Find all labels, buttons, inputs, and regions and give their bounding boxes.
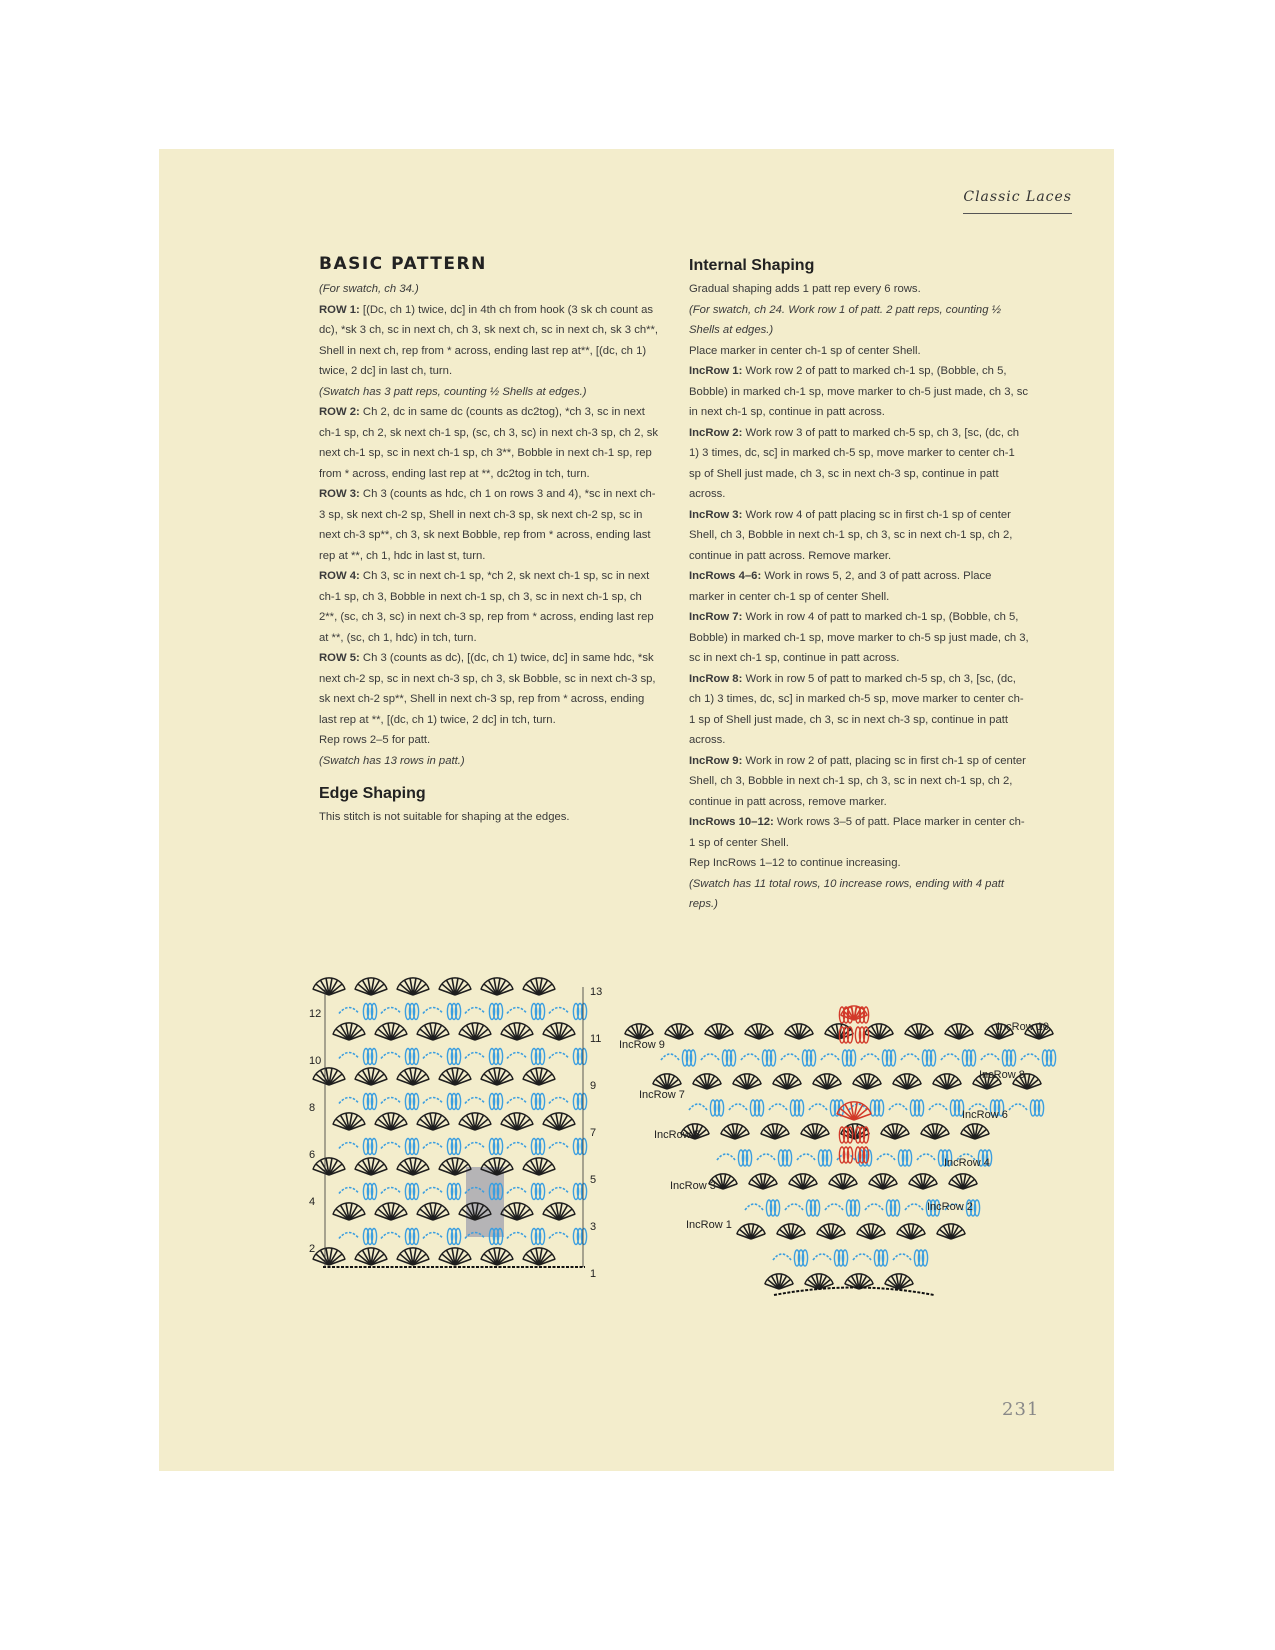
bobble-mark [834,1250,847,1266]
bobble-mark [405,1004,418,1020]
chain-mark [861,1054,879,1060]
shell-mark [921,1124,950,1139]
internal-row-text: Rep IncRows 1–12 to continue increasing. [689,857,901,869]
chain-mark [813,1254,831,1260]
chain-mark [549,1143,569,1149]
running-header: Classic Laces [963,189,1072,214]
bobble-mark [531,1229,544,1245]
shell-mark [881,1124,910,1139]
incrow-label: IncRow 7 [639,1089,685,1101]
chain-mark [661,1054,679,1060]
chain-mark [941,1054,959,1060]
incrow-label: IncRow 4 [944,1157,990,1169]
bobble-mark [363,1139,376,1155]
bobble-mark [794,1250,807,1266]
internal-row-label: IncRow 7: [689,611,743,623]
shell-mark [813,1074,842,1089]
chain-mark [797,1154,815,1160]
basic-row-text: (Swatch has 13 rows in patt.) [319,754,465,767]
internal-row-3 [689,566,1029,607]
page [159,149,1114,1471]
bobble-mark [806,1200,819,1216]
bobble-mark [573,1094,586,1110]
bobble-mark [447,1004,460,1020]
basic-row-text: Ch 3, sc in next ch-1 sp, *ch 2, sk next ch-1 sp, sc in next ch-1 sp, ch 3, Bobble in next ch-1 sp, ch 3, sc in next ch-1 sp, ch 2**, (sc, ch 3, sc) in next ch-3 sp, rep from * across, ending last rep at **, (sc, ch 1, hdc) in tch, turn. [319,570,654,644]
chain-mark [549,1188,569,1194]
chain-mark [769,1104,787,1110]
internal-row-label: IncRow 3: [689,508,743,521]
shell-mark [933,1074,962,1089]
basic-row-5 [319,648,659,730]
basic-row-6 [319,730,659,751]
shell-mark [523,978,555,995]
bobble-mark [1030,1100,1043,1116]
marker-note: Place marker in center ch-1 sp of center Shell. [689,344,921,357]
shell-mark [817,1224,846,1239]
bobble-mark [710,1100,723,1116]
swatch-note: (For swatch, ch 34.) [319,283,419,295]
row-number-label: 7 [590,1127,597,1139]
chain-mark [339,1233,359,1239]
chain-mark [741,1054,759,1060]
basic-row-label: ROW 4: [319,570,360,582]
bobble-mark [531,1139,544,1155]
incrow-label: IncRow 3 [670,1180,716,1192]
shell-mark [523,1068,555,1085]
internal-swatch-note: (For swatch, ch 24. Work row 1 of patt. 2 patt reps, counting ½ Shells at edges.) [689,303,1002,336]
shell-mark [397,978,429,995]
internal-rows [689,361,1029,915]
shell-mark [773,1074,802,1089]
basic-row-label: ROW 2: [319,406,360,418]
foundation-chain [774,1288,934,1296]
shell-mark [653,1074,682,1089]
chain-mark [507,1053,527,1059]
shell-mark [785,1024,814,1039]
shell-mark [749,1174,778,1189]
chain-mark [465,1008,485,1014]
chain-mark [865,1204,883,1210]
chain-mark [821,1054,839,1060]
shell-mark [733,1074,762,1089]
internal-intro: Gradual shaping adds 1 patt rep every 6 rows. [689,283,921,295]
shell-mark [355,1158,387,1175]
bobble-mark [790,1100,803,1116]
shell-mark [845,1274,874,1289]
incrow-label: IncRow 10 [997,1021,1049,1033]
shell-mark [869,1174,898,1189]
chain-mark [507,1098,527,1104]
bobble-mark [842,1050,855,1066]
internal-shaping-heading: Internal Shaping [689,257,815,274]
bobble-mark [489,1049,502,1065]
shell-mark [705,1024,734,1039]
shell-mark [801,1124,830,1139]
chain-mark [339,1008,359,1014]
shell-mark [761,1124,790,1139]
bobble-mark [573,1049,586,1065]
bobble-mark [898,1150,911,1166]
shell-mark [789,1174,818,1189]
bobble-mark [531,1094,544,1110]
shell-mark [543,1203,575,1220]
bobble-mark [531,1004,544,1020]
bobble-mark [405,1184,418,1200]
shell-mark [777,1224,806,1239]
bobble-mark [447,1229,460,1245]
chain-mark [339,1053,359,1059]
shell-mark [375,1113,407,1130]
basic-row-text: Ch 3 (counts as dc), [(dc, ch 1) twice, dc] in same hdc, *sk next ch-2 sp, sc in next ch-3 sp, ch 3, sk Bobble, sc in next ch-3 sp, sk next ch-2 sp**, Shell in next ch-3 sp, rep from * across, ending last rep at **, [(dc, ch 1) twice, 2 dc] in tch, turn. [319,652,656,726]
shell-mark [313,1068,345,1085]
chain-mark [423,1143,443,1149]
chain-mark [339,1143,359,1149]
shell-mark [481,978,513,995]
chain-mark [549,1233,569,1239]
internal-row-9 [689,874,1029,915]
chain-mark [423,1008,443,1014]
shell-mark [853,1074,882,1089]
bobble-mark [363,1229,376,1245]
bobble-mark [1042,1050,1055,1066]
shell-mark [897,1224,926,1239]
shell-mark [481,1068,513,1085]
bobble-mark [363,1184,376,1200]
bobble-mark [802,1050,815,1066]
incrow-label: IncRow 2 [927,1201,973,1213]
incrow-label: IncRow 1 [686,1219,732,1231]
chain-mark [853,1254,871,1260]
chain-mark [757,1154,775,1160]
bobble-mark [573,1004,586,1020]
bobble-mark [405,1139,418,1155]
internal-row-label: IncRow 9: [689,754,743,767]
internal-row-text: Work row 3 of patt to marked ch-5 sp, ch 3, [sc, (dc, ch 1) 3 times, dc, sc] in marked ch-5 sp, move marker to center ch-1 sp of Shell just made, ch 3, sc in next ch-3 sp, continue in patt across. [689,426,1020,500]
chain-mark [929,1104,947,1110]
chain-mark [381,1098,401,1104]
internal-row-1 [689,423,1029,505]
basic-row-text: Ch 2, dc in same dc (counts as dc2tog), *ch 3, sc in next ch-1 sp, ch 2, sk next ch-1 sp, (sc, ch 3, sc) in next ch-3 sp, ch 2, sk next ch-1 sp, sc in next ch-1 sp, ch 3**, Bobble in next ch-1 sp, rep from * across, ending last rep at **, dc2tog in tch, turn. [319,406,659,480]
basic-row-text: [(Dc, ch 1) twice, dc] in 4th ch from hook (3 sk ch count as dc), *sk 3 ch, sc in next ch, ch 3, sk next ch, sc in next ch, sk 3 ch**, Shell in next ch, rep from * across, ending last rep at**, [(dc, ch 1) twice, 2 dc] in last ch, turn. [319,303,659,377]
bobble-mark [447,1094,460,1110]
bobble-mark [573,1139,586,1155]
chain-mark [423,1233,443,1239]
row-number-label: 13 [590,986,603,998]
shell-mark [857,1224,886,1239]
internal-shaping-column [689,255,1029,915]
internal-row-text: Work in row 4 of patt to marked ch-1 sp, (Bobble, ch 5, Bobble) in marked ch-1 sp, move marker to ch-5 sp just made, ch 3, sc in next ch-1 sp, continue in patt across. [689,611,1029,664]
bobble-mark [766,1200,779,1216]
edge-shaping-heading: Edge Shaping [319,785,426,802]
row-number-label: 4 [309,1196,316,1208]
bobble-mark [447,1139,460,1155]
chain-mark [745,1204,763,1210]
basic-row-2 [319,402,659,484]
basic-rows [319,300,659,772]
page-number: 231 [1002,1399,1040,1420]
chain-mark [381,1143,401,1149]
internal-row-label: IncRows 10–12: [689,816,774,828]
shell-mark [439,978,471,995]
bobble-mark [874,1250,887,1266]
shell-mark [665,1024,694,1039]
basic-row-text: (Swatch has 3 patt reps, counting ½ Shells at edges.) [319,385,587,398]
shell-mark [949,1174,978,1189]
shell-mark [885,1274,914,1289]
shell-mark [745,1024,774,1039]
bobble-mark [778,1150,791,1166]
basic-row-4 [319,566,659,648]
bobble-mark [870,1100,883,1116]
shell-mark [313,1248,345,1265]
row-number-label: 12 [309,1008,322,1020]
chain-mark [465,1143,485,1149]
bobble-mark [447,1049,460,1065]
bobble-mark [750,1100,763,1116]
basic-row-1 [319,382,659,403]
bobble-mark [363,1049,376,1065]
bobble-mark [405,1094,418,1110]
chain-mark [465,1053,485,1059]
bobble-mark [531,1049,544,1065]
shell-mark [945,1024,974,1039]
chain-mark [981,1054,999,1060]
shell-mark [313,1158,345,1175]
bobble-mark [405,1049,418,1065]
row-number-label: 10 [309,1055,322,1067]
shell-mark [459,1113,491,1130]
internal-row-text: Work row 2 of patt to marked ch-1 sp, (Bobble, ch 5, Bobble) in marked ch-1 sp, move marker to ch-5 just made, ch 3, sc in next ch-1 sp, continue in patt across. [689,365,1029,418]
chain-mark [339,1188,359,1194]
shell-mark [721,1124,750,1139]
incrow-label: IncRow 5 [654,1129,700,1141]
bobble-mark [682,1050,695,1066]
chain-mark [773,1254,791,1260]
shell-mark [937,1224,966,1239]
shell-mark [523,1248,555,1265]
edge-shaping-text: This stitch is not suitable for shaping at the edges. [319,811,570,823]
chain-mark [917,1154,935,1160]
incrow-label: IncRow 9 [619,1039,665,1051]
bobble-mark [447,1184,460,1200]
chain-mark [507,1008,527,1014]
shell-mark [397,1068,429,1085]
chain-mark [889,1104,907,1110]
shell-mark [459,1023,491,1040]
row-number-label: 11 [590,1033,602,1045]
chain-mark [381,1188,401,1194]
internal-row-text: Work in row 5 of patt to marked ch-5 sp, ch 3, [sc, (dc, ch 1) 3 times, dc, sc] in marked ch-5 sp, move marker to center ch-1 sp of Shell just made, ch 3, sc in next ch-3 sp, continue in patt across. [689,672,1024,746]
chain-mark [423,1098,443,1104]
shell-mark [829,1174,858,1189]
basic-pattern-heading: BASIC PATTERN [319,254,487,274]
chain-mark [785,1204,803,1210]
shell-mark [961,1124,990,1139]
internal-row-4 [689,607,1029,669]
bobble-mark [489,1004,502,1020]
basic-row-text: Rep rows 2–5 for patt. [319,734,431,746]
repeat-highlight [466,1167,504,1237]
shell-mark [905,1024,934,1039]
shell-mark [693,1074,722,1089]
chain-mark [1009,1104,1027,1110]
chain-mark [1021,1054,1039,1060]
increase-bobble [839,1147,852,1163]
internal-row-label: IncRow 2: [689,426,743,439]
row-number-label: 9 [590,1080,597,1092]
basic-row-label: ROW 5: [319,652,360,664]
basic-row-0 [319,300,659,382]
shell-mark [501,1023,533,1040]
chain-mark [549,1098,569,1104]
shell-mark [333,1203,365,1220]
bobble-mark [722,1050,735,1066]
basic-row-label: ROW 1: [319,303,360,316]
bobble-mark [818,1150,831,1166]
internal-row-text: Work row 4 of patt placing sc in first ch-1 sp of center Shell, ch 3, Bobble in next ch-1 sp, ch 3, sc in next ch-1 sp, ch 2, continue in patt across. Remove marker. [689,508,1013,562]
basic-pattern-column [319,253,659,828]
bobble-mark [573,1184,586,1200]
internal-shaping-chart [619,995,1089,1330]
shell-mark [355,978,387,995]
bobble-mark [886,1200,899,1216]
chain-mark [689,1104,707,1110]
shell-mark [543,1113,575,1130]
internal-row-0 [689,361,1029,423]
chain-mark [423,1188,443,1194]
internal-row-label: IncRows 4–6: [689,570,762,582]
bobble-mark [363,1094,376,1110]
shell-mark [501,1203,533,1220]
internal-row-6 [689,751,1029,813]
internal-row-7 [689,812,1029,853]
internal-row-text: Work in rows 5, 2, and 3 of patt across. Place marker in center ch-1 sp of center Shell. [689,570,992,603]
shell-mark [765,1274,794,1289]
shell-mark [805,1274,834,1289]
chain-mark [729,1104,747,1110]
bobble-mark [489,1094,502,1110]
basic-pattern-chart [309,975,619,1340]
shell-mark [625,1024,654,1039]
shell-mark [893,1074,922,1089]
bobble-mark [531,1184,544,1200]
chain-mark [381,1053,401,1059]
chain-mark [825,1204,843,1210]
chain-mark [507,1143,527,1149]
chain-mark [339,1098,359,1104]
shell-mark [313,978,345,995]
bobble-mark [762,1050,775,1066]
shell-mark [523,1158,555,1175]
basic-row-3 [319,484,659,566]
internal-row-text: Work in row 2 of patt, placing sc in first ch-1 sp of center Shell, ch 3, Bobble in next ch-1 sp, ch 3, sc in next ch-1 sp, ch 2, continue in patt across, remove marker. [689,754,1026,808]
incrow-label: IncRow 8 [979,1069,1025,1081]
chain-mark [717,1154,735,1160]
bobble-mark [922,1050,935,1066]
shell-mark [333,1023,365,1040]
row-number-label: 6 [309,1149,316,1161]
bobble-mark [882,1050,895,1066]
chain-mark [905,1204,923,1210]
chain-mark [701,1054,719,1060]
chain-mark [781,1054,799,1060]
shell-mark [397,1158,429,1175]
bobble-mark [405,1229,418,1245]
bobble-mark [910,1100,923,1116]
shell-mark [417,1203,449,1220]
shell-mark [439,1248,471,1265]
bobble-mark [489,1139,502,1155]
internal-row-label: IncRow 1: [689,365,743,377]
chain-mark [877,1154,895,1160]
internal-row-8 [689,853,1029,874]
chain-mark [893,1254,911,1260]
internal-row-text: Work rows 3–5 of patt. Place marker in center ch-1 sp of center Shell. [689,816,1025,849]
shell-mark [375,1023,407,1040]
shell-mark [501,1113,533,1130]
bobble-mark [363,1004,376,1020]
internal-row-label: IncRow 8: [689,672,743,685]
shell-mark [909,1174,938,1189]
internal-row-2 [689,505,1029,567]
row-number-label: 2 [309,1243,316,1255]
shell-mark [737,1224,766,1239]
row-number-label: 5 [590,1174,597,1186]
shell-mark [543,1023,575,1040]
bobble-mark [738,1150,751,1166]
bobble-mark [962,1050,975,1066]
bobble-mark [573,1229,586,1245]
shell-mark [481,1248,513,1265]
shell-mark [417,1023,449,1040]
bobble-mark [914,1250,927,1266]
incrow-label: IncRow 6 [962,1109,1008,1121]
chain-mark [465,1098,485,1104]
chain-mark [549,1053,569,1059]
shell-mark [439,1068,471,1085]
row-number-label: 3 [590,1221,597,1233]
chain-mark [809,1104,827,1110]
shell-mark [397,1248,429,1265]
chain-mark [507,1188,527,1194]
chain-mark [381,1008,401,1014]
shell-mark [417,1113,449,1130]
shell-mark [333,1113,365,1130]
basic-row-label: ROW 3: [319,488,360,500]
internal-row-5 [689,669,1029,751]
row-number-label: 8 [309,1102,316,1114]
internal-row-text: (Swatch has 11 total rows, 10 increase rows, ending with 4 patt reps.) [689,877,1005,910]
basic-row-7 [319,751,659,772]
chain-mark [423,1053,443,1059]
chain-mark [507,1233,527,1239]
shell-mark [355,1248,387,1265]
bobble-mark [846,1200,859,1216]
increase-shell [837,1102,871,1120]
shell-mark [355,1068,387,1085]
chain-mark [901,1054,919,1060]
chain-mark [381,1233,401,1239]
row-number-label: 1 [590,1268,597,1280]
bobble-mark [1002,1050,1015,1066]
basic-row-text: Ch 3 (counts as hdc, ch 1 on rows 3 and 4), *sc in next ch-3 sp, sk next ch-2 sp, Shell in next ch-3 sp, sk next ch-2 sp, sc in next ch-3 sp**, ch 3, sk next Bobble, rep from * across, ending last rep at **, ch 1, hdc in last st, turn. [319,488,656,562]
chain-mark [549,1008,569,1014]
shell-mark [375,1203,407,1220]
